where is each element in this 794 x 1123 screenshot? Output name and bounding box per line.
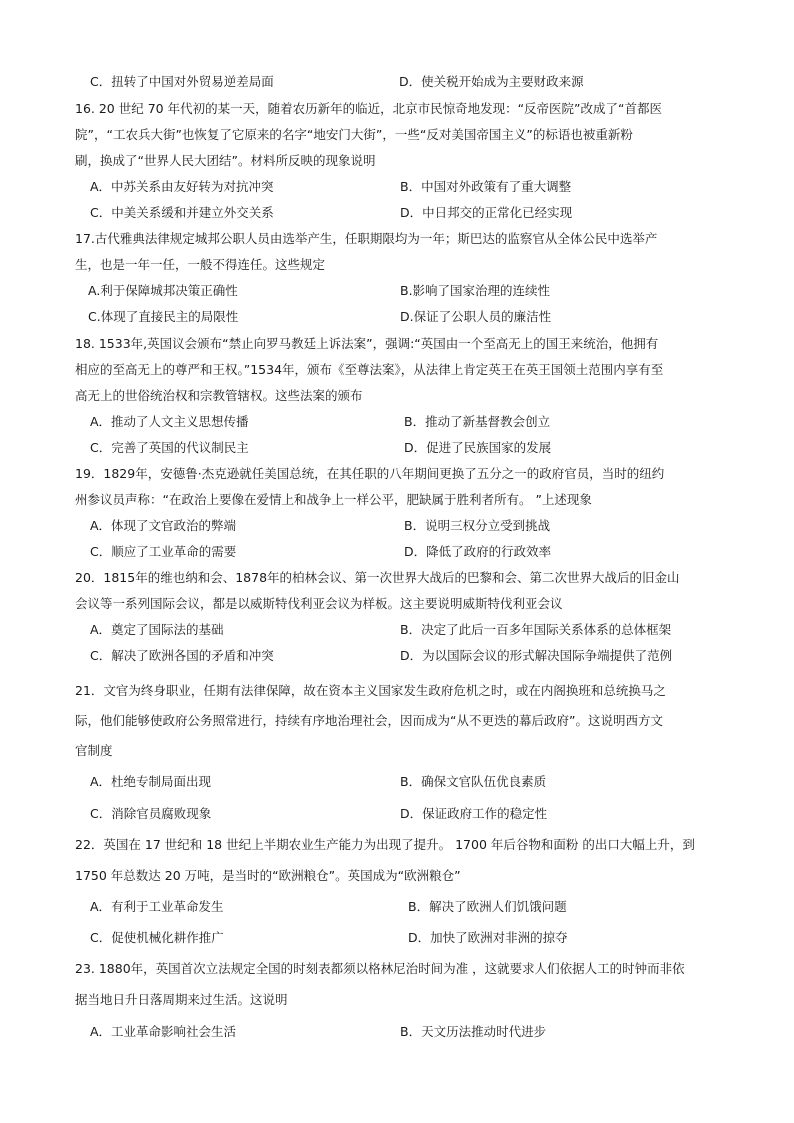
question-21-stem-line-2: 际，他们能够使政府公务照常进行，持续有序地治理社会，因而成为“从不更迭的幕后政府”。这说明西方文: [75, 713, 663, 728]
question-19-stem-line-1: 19．1829年，安德鲁·杰克逊就任美国总统，在其任职的八年期间更换了五分之一的政府官员，当时的纽约: [75, 466, 665, 481]
option-b: B.影响了国家治理的连续性: [400, 283, 551, 298]
option-b: B．决定了此后一百多年国际关系体系的总体框架: [400, 622, 672, 637]
option-c: C．解决了欧洲各国的矛盾和冲突: [90, 648, 274, 663]
question-18-stem-line-3: 高无上的世俗统治权和宗教管辖权。这些法案的颁布: [75, 388, 363, 403]
option-a: A.利于保障城邦决策正确性: [88, 283, 238, 298]
question-17-stem-line-1: 17.古代雅典法律规定城邦公职人员由选举产生，任职期限均为一年；斯巴达的监察官从全体公民中选举产: [75, 231, 658, 246]
option-d: D．降低了政府的行政效率: [404, 544, 552, 559]
option-c: C.体现了直接民主的局限性: [88, 309, 239, 324]
question-22-stem-line-1: 22．英国在 17 世纪和 18 世纪上半期农业生产能力为出现了提升。 1700 年后谷物和面粉 的出口大幅上升，到: [75, 837, 695, 852]
option-a: A．体现了文官政治的弊端: [90, 518, 237, 533]
question-18-stem-line-1: 18. 1533年,英国议会颁布“禁止向罗马教廷上诉法案”，强调:“英国由一个至高无上的国王来统治，他拥有: [75, 336, 659, 351]
option-a: A．有利于工业革命发生: [90, 899, 224, 914]
option-d: D.保证了公职人员的廉洁性: [400, 309, 552, 324]
question-20-stem-line-2: 会议等一系列国际会议，都是以威斯特伐利亚会议为样板。这主要说明威斯特伐利亚会议: [75, 596, 563, 611]
option-c: C．顺应了工业革命的需要: [90, 544, 237, 559]
question-16-stem-line-2: 院”，“工农兵大街”也恢复了它原来的名字“地安门大街”，一些“反对美国帝国主义”的标语也被重新粉: [75, 127, 633, 142]
question-20-stem-line-1: 20．1815年的维也纳和会、1878年的柏林会议、第一次世界大战后的巴黎和会、第二次世界大战后的旧金山: [75, 570, 680, 585]
option-c: C．中美关系缓和并建立外交关系: [90, 205, 274, 220]
option-a: A．奠定了国际法的基础: [90, 622, 224, 637]
option-a: A．杜绝专制局面出现: [90, 774, 212, 789]
option-d: D．促进了民族国家的发展: [404, 440, 552, 455]
option-b: B．中国对外政策有了重大调整: [400, 179, 572, 194]
option-d: D．加快了欧洲对非洲的掠夺: [408, 930, 568, 945]
question-19-stem-line-2: 州参议员声称：“在政治上要像在爱情上和战争上一样公平，肥缺属于胜利者所有。 ”上述现象: [75, 492, 592, 507]
question-18-stem-line-2: 相应的至高无上的尊严和王权。”1534年，颁布《至尊法案》，从法律上肯定英王在英王国领土范围内享有至: [75, 362, 664, 377]
question-23-stem-line-2: 据当地日升日落周期来过生活。这说明: [75, 992, 288, 1007]
option-b: B．说明三权分立受到挑战: [404, 518, 551, 533]
option-c: C．促使机械化耕作推广: [90, 930, 224, 945]
option-c: C．消除官员腐败现象: [90, 806, 212, 821]
option-d: D．保证政府工作的稳定性: [400, 806, 548, 821]
question-22-stem-line-2: 1750 年总数达 20 万吨，是当时的“欧洲粮仓”。英国成为“欧洲粮仓”: [75, 868, 461, 883]
question-21-stem-line-3: 官制度: [75, 743, 113, 758]
question-16-stem-line-1: 16. 20 世纪 70 年代初的某一天，随着农历新年的临近，北京市民惊奇地发现：“反帝医院”改成了“首都医: [75, 101, 663, 116]
option-b: B．解决了欧洲人们饥饿问题: [408, 899, 567, 914]
option-d: D．为以国际会议的形式解决国际争端提供了范例: [400, 648, 673, 663]
option-b: B．天文历法推动时代进步: [400, 1024, 547, 1039]
option-c: C．扭转了中国对外贸易逆差局面: [90, 74, 274, 89]
option-a: A．中苏关系由友好转为对抗冲突: [90, 179, 274, 194]
question-16-stem-line-3: 刷，换成了“世界人民大团结”。材料所反映的现象说明: [75, 153, 376, 168]
option-a: A．工业革命影响社会生活: [90, 1024, 237, 1039]
option-a: A．推动了人文主义思想传播: [90, 414, 249, 429]
option-b: B．确保文官队伍优良素质: [400, 774, 547, 789]
question-17-stem-line-2: 生，也是一年一任，一般不得连任。这些规定: [75, 257, 326, 272]
option-d: D．使关税开始成为主要财政来源: [399, 74, 584, 89]
option-c: C．完善了英国的代议制民主: [90, 440, 249, 455]
option-b: B．推动了新基督教会创立: [404, 414, 551, 429]
option-d: D．中日邦交的正常化已经实现: [400, 205, 573, 220]
question-23-stem-line-1: 23. 1880年，英国首次立法规定全国的时刻表都须以格林尼治时间为准 ，这就要求人们依据人工的时钟而非依: [75, 961, 685, 976]
question-21-stem-line-1: 21．文官为终身职业，任期有法律保障，故在资本主义国家发生政府危机之时，或在内阁换班和总统换马之: [75, 683, 666, 698]
